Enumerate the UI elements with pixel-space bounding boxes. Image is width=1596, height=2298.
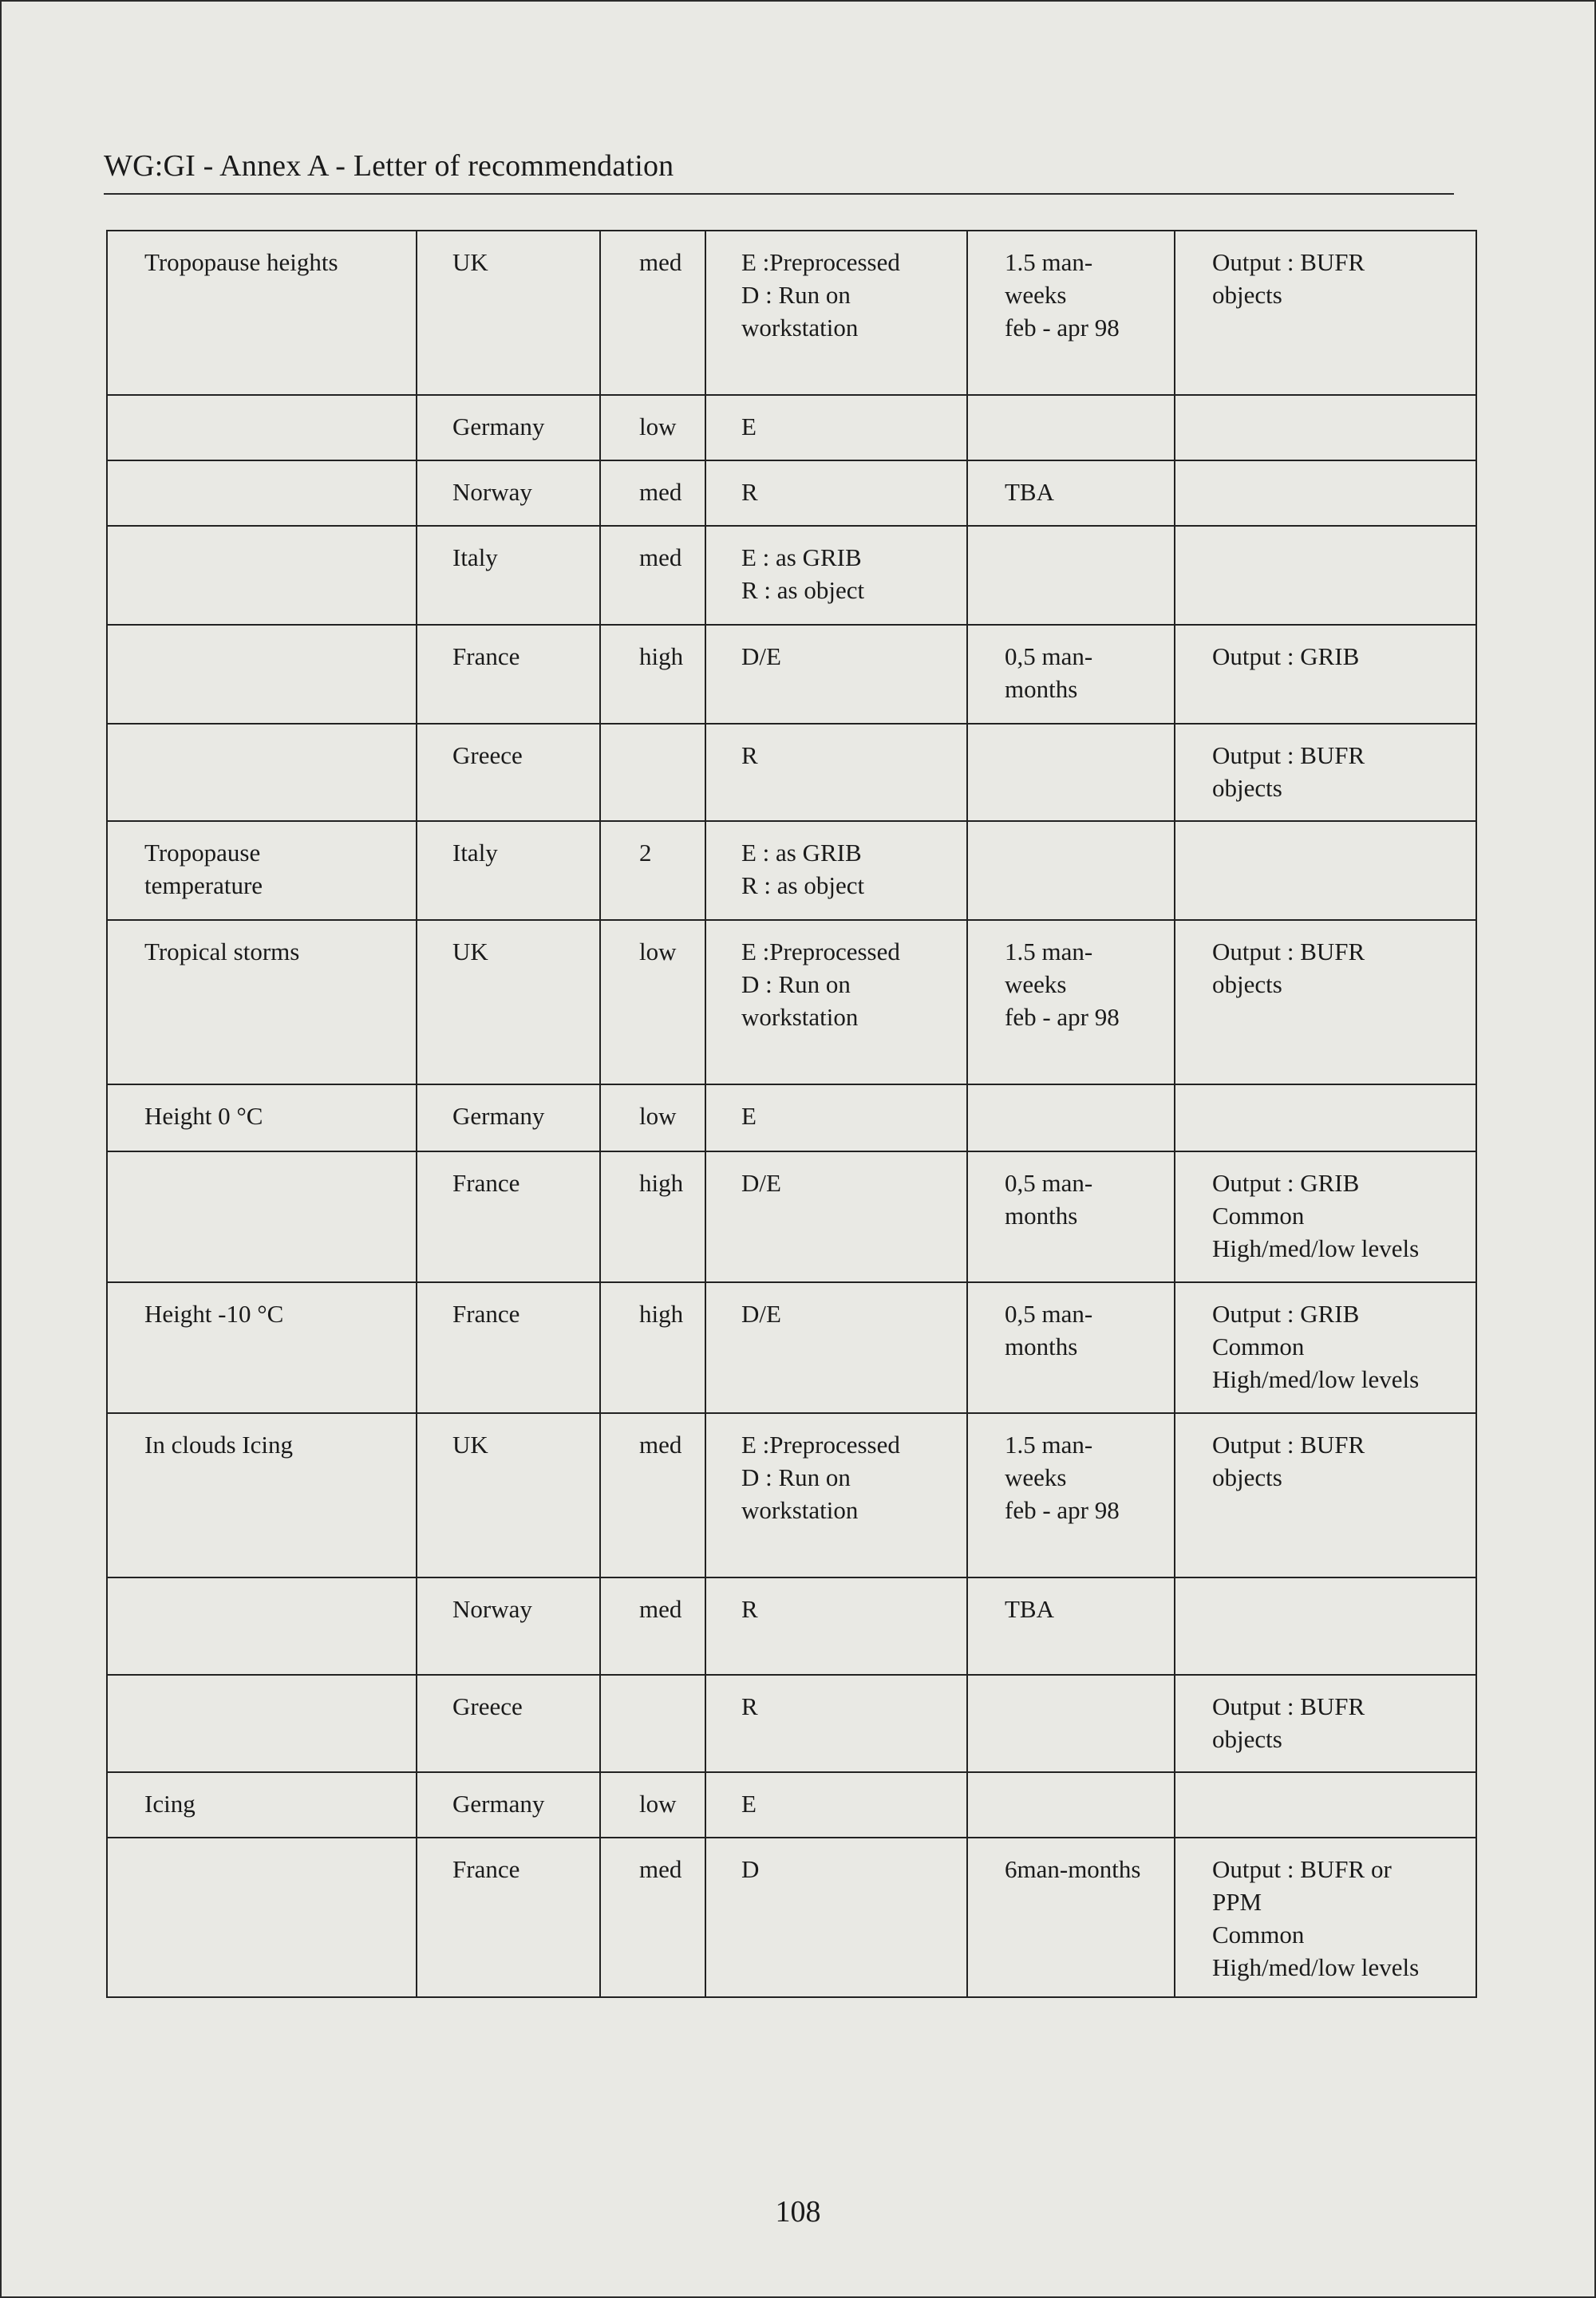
- country-cell: France: [417, 1151, 600, 1282]
- effort-cell: 0,5 man- months: [967, 625, 1175, 724]
- product-cell: [107, 1838, 417, 1997]
- status-cell: D: [705, 1838, 967, 1997]
- country-cell: Greece: [417, 724, 600, 821]
- remarks-cell: Output : GRIB Common High/med/low levels: [1175, 1282, 1476, 1413]
- remarks-cell: [1175, 460, 1476, 526]
- effort-cell: 1.5 man- weeks feb - apr 98: [967, 1413, 1175, 1577]
- status-cell: E : as GRIB R : as object: [705, 526, 967, 625]
- country-cell: Germany: [417, 1772, 600, 1838]
- product-cell: Height 0 °C: [107, 1084, 417, 1151]
- priority-cell: med: [600, 526, 705, 625]
- effort-cell: [967, 821, 1175, 920]
- priority-cell: med: [600, 1413, 705, 1577]
- effort-cell: 0,5 man- months: [967, 1151, 1175, 1282]
- status-cell: E :Preprocessed D : Run on workstation: [705, 1413, 967, 1577]
- product-cell: Icing: [107, 1772, 417, 1838]
- table-row: [107, 526, 1476, 625]
- effort-cell: [967, 395, 1175, 460]
- remarks-cell: Output : GRIB Common High/med/low levels: [1175, 1151, 1476, 1282]
- table-row: [107, 231, 1476, 395]
- table-row: [107, 460, 1476, 526]
- table-row: [107, 395, 1476, 460]
- priority-cell: med: [600, 460, 705, 526]
- status-cell: E :Preprocessed D : Run on workstation: [705, 231, 967, 395]
- product-cell: Height -10 °C: [107, 1282, 417, 1413]
- country-cell: France: [417, 1838, 600, 1997]
- table-row: [107, 724, 1476, 821]
- remarks-cell: [1175, 395, 1476, 460]
- table-row: [107, 1772, 1476, 1838]
- priority-cell: low: [600, 1084, 705, 1151]
- page-title: WG:GI - Annex A - Letter of recommendation: [104, 149, 674, 183]
- country-cell: Greece: [417, 1675, 600, 1772]
- country-cell: UK: [417, 920, 600, 1084]
- product-cell: Tropopause heights: [107, 231, 417, 395]
- effort-cell: 1.5 man- weeks feb - apr 98: [967, 920, 1175, 1084]
- effort-cell: [967, 1772, 1175, 1838]
- table-row: [107, 1084, 1476, 1151]
- priority-cell: med: [600, 1838, 705, 1997]
- country-cell: Italy: [417, 821, 600, 920]
- remarks-cell: Output : BUFR objects: [1175, 231, 1476, 395]
- remarks-cell: Output : BUFR objects: [1175, 1675, 1476, 1772]
- remarks-cell: Output : BUFR objects: [1175, 1413, 1476, 1577]
- priority-cell: [600, 724, 705, 821]
- country-cell: Germany: [417, 395, 600, 460]
- remarks-cell: [1175, 1772, 1476, 1838]
- country-cell: France: [417, 1282, 600, 1413]
- country-cell: UK: [417, 1413, 600, 1577]
- priority-cell: [600, 1675, 705, 1772]
- status-cell: R: [705, 724, 967, 821]
- remarks-cell: Output : BUFR or PPM Common High/med/low levels: [1175, 1838, 1476, 1997]
- remarks-cell: Output : GRIB: [1175, 625, 1476, 724]
- table-row: [107, 625, 1476, 724]
- priority-cell: high: [600, 1282, 705, 1413]
- country-cell: Italy: [417, 526, 600, 625]
- product-cell: [107, 460, 417, 526]
- effort-cell: 6man-months: [967, 1838, 1175, 1997]
- status-cell: E : as GRIB R : as object: [705, 821, 967, 920]
- product-cell: In clouds Icing: [107, 1413, 417, 1577]
- priority-cell: 2: [600, 821, 705, 920]
- country-cell: Germany: [417, 1084, 600, 1151]
- country-cell: France: [417, 625, 600, 724]
- remarks-cell: Output : BUFR objects: [1175, 920, 1476, 1084]
- status-cell: D/E: [705, 1151, 967, 1282]
- country-cell: UK: [417, 231, 600, 395]
- country-cell: Norway: [417, 460, 600, 526]
- product-cell: [107, 625, 417, 724]
- priority-cell: low: [600, 395, 705, 460]
- table-row: [107, 1577, 1476, 1675]
- country-cell: Norway: [417, 1577, 600, 1675]
- page-number: 108: [775, 2195, 821, 2229]
- status-cell: E :Preprocessed D : Run on workstation: [705, 920, 967, 1084]
- recommendation-table: [106, 230, 1477, 1998]
- priority-cell: high: [600, 1151, 705, 1282]
- remarks-cell: [1175, 1577, 1476, 1675]
- priority-cell: med: [600, 1577, 705, 1675]
- effort-cell: [967, 526, 1175, 625]
- status-cell: E: [705, 1772, 967, 1838]
- effort-cell: [967, 1675, 1175, 1772]
- effort-cell: [967, 724, 1175, 821]
- product-cell: [107, 1577, 417, 1675]
- remarks-cell: Output : BUFR objects: [1175, 724, 1476, 821]
- status-cell: R: [705, 1577, 967, 1675]
- effort-cell: 1.5 man- weeks feb - apr 98: [967, 231, 1175, 395]
- effort-cell: 0,5 man- months: [967, 1282, 1175, 1413]
- table-row: [107, 1675, 1476, 1772]
- table-row: [107, 920, 1476, 1084]
- effort-cell: TBA: [967, 1577, 1175, 1675]
- priority-cell: med: [600, 231, 705, 395]
- status-cell: E: [705, 395, 967, 460]
- product-cell: Tropopause temperature: [107, 821, 417, 920]
- remarks-cell: [1175, 526, 1476, 625]
- header-rule: [104, 193, 1454, 195]
- status-cell: D/E: [705, 1282, 967, 1413]
- table-row: [107, 1413, 1476, 1577]
- priority-cell: high: [600, 625, 705, 724]
- status-cell: R: [705, 460, 967, 526]
- table-row: [107, 1151, 1476, 1282]
- table-row: [107, 1282, 1476, 1413]
- table-row: [107, 821, 1476, 920]
- priority-cell: low: [600, 1772, 705, 1838]
- status-cell: R: [705, 1675, 967, 1772]
- priority-cell: low: [600, 920, 705, 1084]
- product-cell: [107, 724, 417, 821]
- remarks-cell: [1175, 1084, 1476, 1151]
- effort-cell: [967, 1084, 1175, 1151]
- product-cell: [107, 1151, 417, 1282]
- product-cell: [107, 1675, 417, 1772]
- product-cell: Tropical storms: [107, 920, 417, 1084]
- product-cell: [107, 526, 417, 625]
- status-cell: E: [705, 1084, 967, 1151]
- effort-cell: TBA: [967, 460, 1175, 526]
- status-cell: D/E: [705, 625, 967, 724]
- remarks-cell: [1175, 821, 1476, 920]
- table-row: [107, 1838, 1476, 1997]
- product-cell: [107, 395, 417, 460]
